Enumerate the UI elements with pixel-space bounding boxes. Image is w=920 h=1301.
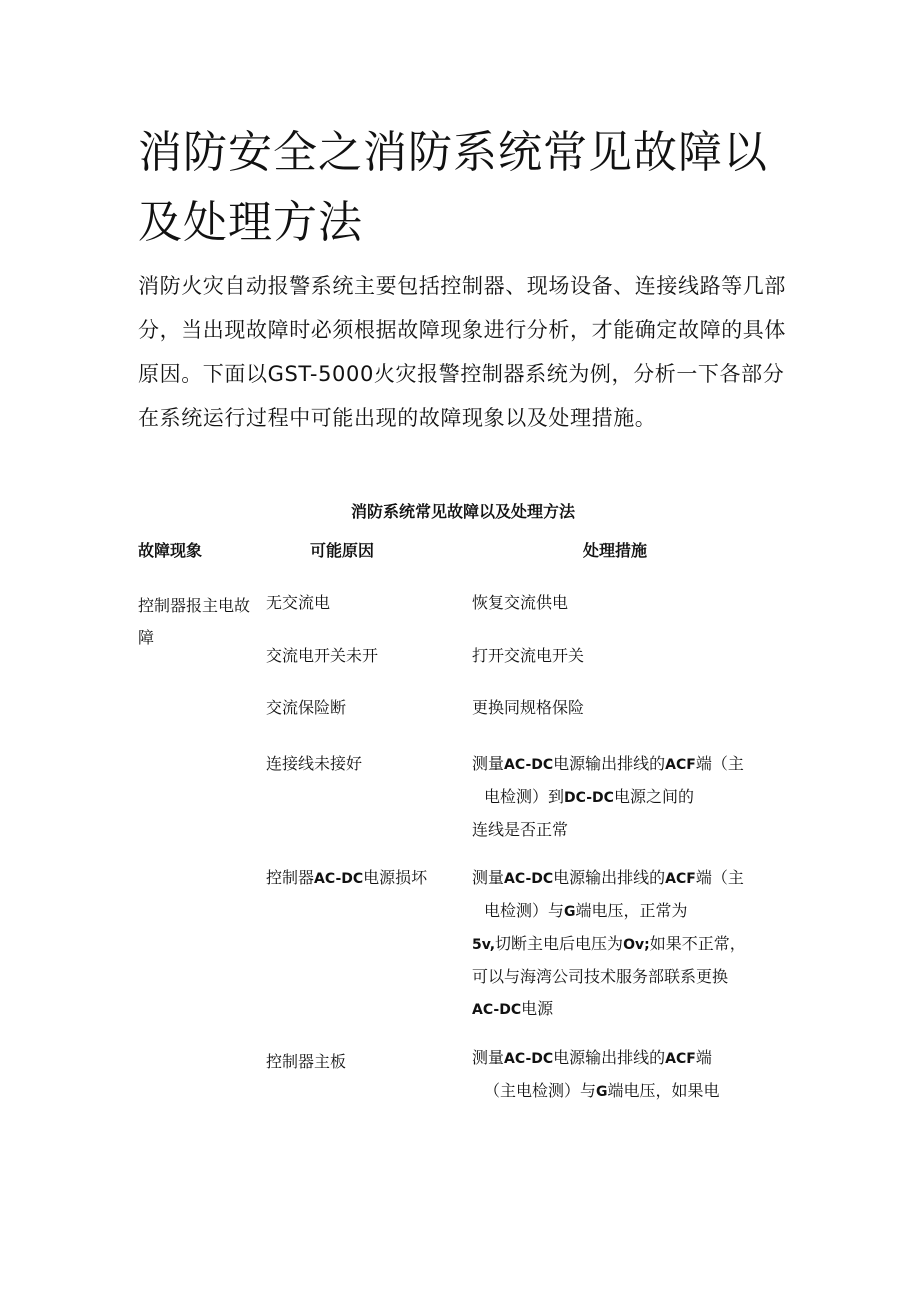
measure-line: 测量AC-DC电源输出排线的ACF端 [472,1048,712,1067]
measure-cell: 更换同规格保险 [472,698,585,717]
measure-line: AC-DC电源 [472,999,554,1018]
measure-line: 测量AC-DC电源输出排线的ACF端（主 [472,754,744,773]
cause-cell: 交流保险断 [266,698,347,717]
cause-cell: 控制器AC-DC电源损坏 [266,868,428,887]
measure-line: 电检测）到DC-DC电源之间的 [484,787,694,806]
measure-cell [472,748,790,846]
measure-line: 可以与海湾公司技术服务部联系更换 [472,967,729,986]
measure-line: （主电检测）与G端电压，如果电 [484,1081,720,1100]
measure-line: 连线是否正常 [472,820,569,839]
cause-cell: 交流电开关未开 [266,646,379,665]
header-measure: 处理措施 [583,541,648,560]
cause-cell: 连接线未接好 [266,754,363,773]
phenomenon-cell: 控制器报主电故障 [138,596,251,647]
measure-cell [472,862,790,1026]
document-title: 消防安全之消防系统常见故障以及处理方法 [138,127,768,248]
table-title: 消防系统常见故障以及处理方法 [350,502,575,521]
measure-cell: 恢复交流供电 [472,593,569,612]
cause-cell: 无交流电 [266,593,331,612]
measure-line: 5v,切断主电后电压为Ov;如果不正常， [472,934,746,953]
measure-line: 电检测）与G端电压，正常为 [484,901,688,920]
measure-cell: 打开交流电开关 [472,646,585,665]
measure-cell [472,1042,790,1108]
header-phenomenon: 故障现象 [138,541,203,560]
cause-cell: 控制器主板 [266,1052,347,1071]
intro-paragraph: 消防火灾自动报警系统主要包括控制器、现场设备、连接线路等几部分，当出现故障时必须根据故障现象进行分析，才能确定故障的具体原因。下面以GST-5000火灾报警控制器系统为例，分析一下各部分在系统运行过程中可能出现的故障现象以及处理措施。 [138,274,786,430]
measure-line: 测量AC-DC电源输出排线的ACF端（主 [472,868,744,887]
header-cause: 可能原因 [310,541,375,560]
